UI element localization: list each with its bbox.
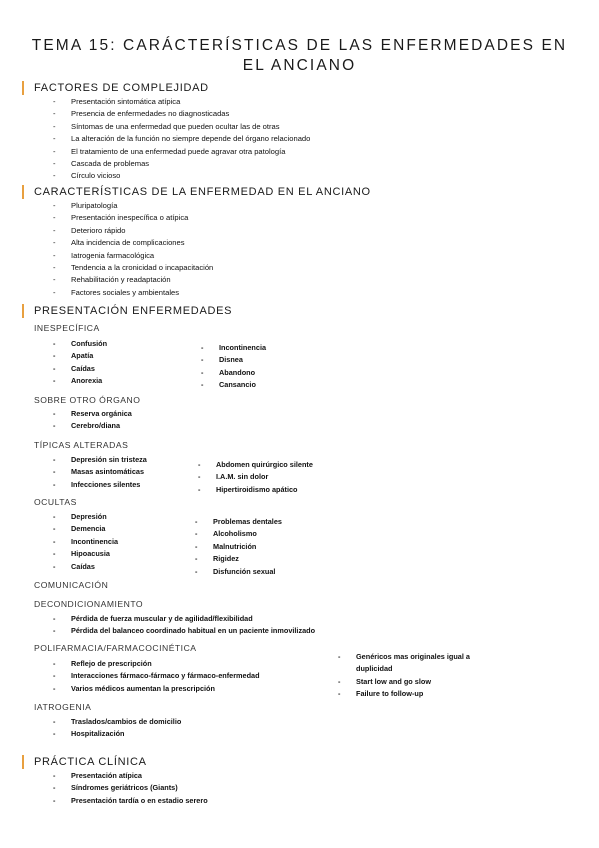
list-item: - Rigidez [195,554,239,564]
list-item: - El tratamiento de una enfermedad puede agravar otra patología [53,146,286,156]
inespecifica-right-list [201,342,267,392]
list-item: - Demencia [53,524,106,534]
list-item: - Factores sociales y ambientales [53,287,180,297]
list-item: - Reflejo de prescripción [53,659,152,668]
list-item: - Cascada de problemas [53,159,150,169]
list-item: - Hipoacusia [53,549,110,559]
list-item: - Pérdida del balanceo coordinado habitual en un paciente inmovilizado [53,626,316,636]
list-item: - Interacciones fármaco-fármaco y fármaco-enfermedad [53,671,260,681]
list-item: - Anorexia [53,376,103,386]
list-item: - Genéricos mas originales igual a duplicidad [338,652,470,674]
subheading-ocultas: OCULTAS [34,497,77,507]
list-item: - Infecciones silentes [53,479,141,489]
list-item: - Alcoholismo [195,529,257,539]
list-item: - Confusión [53,339,108,348]
list-item: - Presencia de enfermedades no diagnosticadas [53,109,230,119]
list-item: - Caídas [53,363,95,373]
list-item: - Reserva orgánica [53,409,132,418]
tipicas-right-list [198,459,313,496]
section-accent-bar [22,304,24,318]
ocultas-right-list [195,516,282,578]
list-item: - Disnea [201,355,243,365]
subheading-comunicacion: COMUNICACIÓN [34,580,109,590]
section-heading-practica: PRÁCTICA CLÍNICA [34,756,147,768]
tipicas-left-list [53,454,147,491]
list-item: - Cerebro/diana [53,421,121,431]
section-heading-caracteristicas: CARACTERÍSTICAS DE LA ENFERMEDAD EN EL ANCIANO [34,186,371,198]
list-item: - Hospitalización [53,729,125,739]
list-item: - Pluripatología [53,201,118,210]
list-item: - Apatía [53,351,94,361]
list-item: - Depresión [53,512,107,521]
practica-list [53,770,208,807]
list-item: - Iatrogenia farmacológica [53,250,155,260]
list-item: - Alta incidencia de complicaciones [53,238,185,248]
subheading-inespecifica: INESPECÍFICA [34,323,100,333]
list-item: - Abandono [201,367,256,377]
list-item: - I.A.M. sin dolor [198,472,269,482]
section-accent-bar [22,81,24,95]
factores-list [53,96,311,183]
subheading-iatrogenia: IATROGENIA [34,702,92,712]
list-item: - Caídas [53,561,95,571]
sobre-list [53,408,132,433]
list-item: - Presentación inespecífica o atípica [53,213,189,223]
polifarmacia-left-list [53,658,260,695]
list-item: - Presentación atípica [53,771,142,780]
list-item: - Depresión sin tristeza [53,455,147,464]
list-item: - Síntomas de una enfermedad que pueden ocultar las de otras [53,121,280,131]
section-heading-factores: FACTORES DE COMPLEJIDAD [34,82,209,94]
list-item: - Masas asintomáticas [53,467,145,477]
subheading-polifarmacia: POLIFARMACIA/FARMACOCINÉTICA [34,643,197,653]
section-accent-bar [22,185,24,199]
list-item: - Incontinencia [53,536,119,546]
list-item: - Cansancio [201,380,256,390]
list-item: - Presentación sintomática atípica [53,97,181,106]
list-item: - Círculo vicioso [53,171,121,181]
list-item: - Deterioro rápido [53,225,126,235]
list-item: - Rehabilitación y readaptación [53,275,171,285]
list-item: - Hipertiroidismo apático [198,484,298,494]
subheading-tipicas: TÍPICAS ALTERADAS [34,440,129,450]
list-item: - Presentación tardía o en estadio serero [53,795,208,805]
list-item: - La alteración de la función no siempre depende del órgano relacionado [53,134,311,144]
inespecifica-left-list [53,338,108,388]
decondicionamiento-list [53,613,316,638]
subheading-decondicionamiento: DECONDICIONAMIENTO [34,599,144,609]
list-item: - Malnutrición [195,541,257,551]
section-heading-presentacion: PRESENTACIÓN ENFERMEDADES [34,305,233,317]
ocultas-left-list [53,511,119,573]
list-item: - Start low and go slow [338,676,431,686]
list-item: - Síndromes geriátricos (Giants) [53,783,178,793]
iatrogenia-list [53,716,182,741]
list-item: - Disfunción sexual [195,566,276,576]
document-title: TEMA 15: CARÁCTERÍSTICAS DE LAS ENFERMEDADES EN EL ANCIANO [31,37,568,74]
list-item: - Problemas dentales [195,517,282,526]
list-item: - Traslados/cambios de domicilio [53,717,182,726]
list-item: - Pérdida de fuerza muscular y de agilidad/flexibilidad [53,614,253,623]
list-item: - Varios médicos aumentan la prescripción [53,683,215,693]
list-item: - Failure to follow-up [338,689,424,699]
subheading-sobre-otro-organo: SOBRE OTRO ÓRGANO [34,395,141,405]
list-item: - Incontinencia [201,343,267,352]
caracteristicas-list [53,200,214,299]
section-accent-bar [22,755,24,769]
list-item: - Abdomen quirúrgico silente [198,460,313,469]
list-item: - Tendencia a la cronicidad o incapacitación [53,263,214,273]
polifarmacia-right-list [338,651,506,701]
